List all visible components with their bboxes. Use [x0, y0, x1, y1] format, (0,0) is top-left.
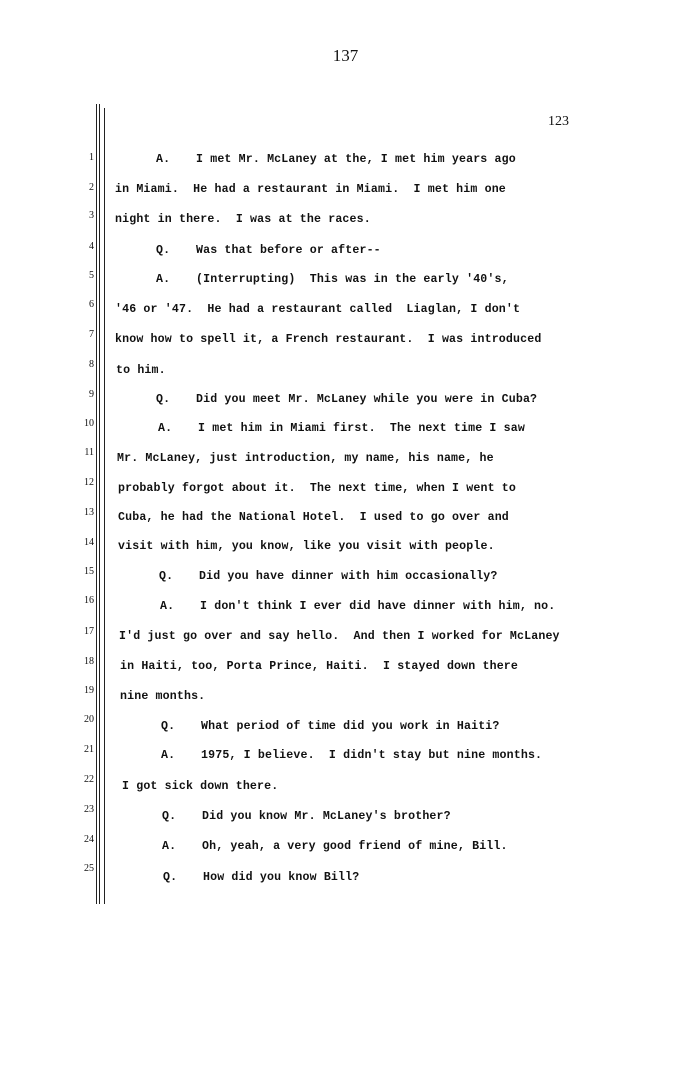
- line-number: 8: [89, 359, 94, 370]
- testimony-line: [161, 749, 542, 762]
- testimony-line: [163, 871, 359, 884]
- line-text: I met him in Miami first. The next time I saw: [198, 422, 525, 435]
- line-number: 7: [89, 329, 94, 340]
- testimony-line: [159, 570, 498, 583]
- line-number: 9: [89, 389, 94, 400]
- testimony-line: [162, 840, 508, 853]
- line-number: 13: [84, 507, 94, 518]
- testimony-line: [118, 511, 509, 524]
- line-number: 14: [84, 537, 94, 548]
- margin-rule: [104, 108, 105, 904]
- line-text: Did you meet Mr. McLaney while you were in Cuba?: [196, 393, 538, 406]
- line-text: in Haiti, too, Porta Prince, Haiti. I stayed down there: [120, 660, 519, 673]
- line-text: know how to spell it, a French restaurant. I was introduced: [115, 333, 542, 346]
- speaker-label: A.: [158, 422, 173, 435]
- testimony-line: [115, 333, 541, 346]
- line-text: I'd just go over and say hello. And then I worked for McLaney: [119, 630, 560, 643]
- line-text: 1975, I believe. I didn't stay but nine months.: [201, 749, 543, 762]
- line-text: I got sick down there.: [122, 780, 279, 793]
- speaker-label: Q.: [156, 244, 171, 257]
- line-number: 15: [84, 566, 94, 577]
- line-number: 23: [84, 804, 94, 815]
- testimony-line: [115, 303, 520, 316]
- line-text: (Interrupting) This was in the early '40's,: [196, 273, 509, 286]
- speaker-label: A.: [162, 840, 177, 853]
- line-text: I met Mr. McLaney at the, I met him years ago: [196, 153, 516, 166]
- line-text: in Miami. He had a restaurant in Miami. I met him one: [115, 183, 506, 196]
- line-number: 1: [89, 152, 94, 163]
- line-text: What period of time did you work in Haiti?: [201, 720, 500, 733]
- line-text: Oh, yeah, a very good friend of mine, Bill.: [202, 840, 508, 853]
- testimony-line: [119, 630, 560, 643]
- line-number: 5: [89, 270, 94, 281]
- line-number: 19: [84, 685, 94, 696]
- speaker-label: A.: [156, 273, 171, 286]
- speaker-label: A.: [161, 749, 176, 762]
- line-number: 12: [84, 477, 94, 488]
- testimony-line: [120, 660, 518, 673]
- testimony-line: [116, 364, 166, 377]
- line-number: 16: [84, 595, 94, 606]
- testimony-line: [115, 213, 371, 226]
- line-number: 6: [89, 299, 94, 310]
- line-number: 20: [84, 714, 94, 725]
- line-text: Cuba, he had the National Hotel. I used to go over and: [118, 511, 509, 524]
- testimony-line: [156, 273, 509, 286]
- line-number: 21: [84, 744, 94, 755]
- line-text: probably forgot about it. The next time, when I went to: [118, 482, 517, 495]
- testimony-line: [115, 183, 506, 196]
- line-text: night in there. I was at the races.: [115, 213, 371, 226]
- line-number: 25: [84, 863, 94, 874]
- testimony-line: [117, 452, 494, 465]
- line-number-column: [0, 0, 100, 1081]
- line-number: 3: [89, 210, 94, 221]
- line-text: I don't think I ever did have dinner with him, no.: [200, 600, 556, 613]
- testimony-line: [161, 720, 500, 733]
- speaker-label: A.: [156, 153, 171, 166]
- line-text: Did you have dinner with him occasionally?: [199, 570, 498, 583]
- line-text: nine months.: [120, 690, 206, 703]
- line-number: 17: [84, 626, 94, 637]
- speaker-label: A.: [160, 600, 175, 613]
- testimony-line: [156, 244, 381, 257]
- speaker-label: Q.: [159, 570, 174, 583]
- line-text: Was that before or after--: [196, 244, 381, 257]
- line-text: Did you know Mr. McLaney's brother?: [202, 810, 451, 823]
- line-text: to him.: [116, 364, 166, 377]
- testimony-line: [118, 482, 516, 495]
- testimony-line: [156, 393, 537, 406]
- line-number: 18: [84, 656, 94, 667]
- speaker-label: Q.: [161, 720, 176, 733]
- testimony-line: [122, 780, 278, 793]
- line-text: '46 or '47. He had a restaurant called Liaglan, I don't: [115, 303, 521, 316]
- line-number: 4: [89, 241, 94, 252]
- speaker-label: Q.: [163, 871, 178, 884]
- line-number: 24: [84, 834, 94, 845]
- testimony-line: [156, 153, 516, 166]
- testimony-line: [160, 600, 555, 613]
- testimony-line: [120, 690, 205, 703]
- testimony-line: [158, 422, 525, 435]
- line-number: 10: [84, 418, 94, 429]
- line-text: Mr. McLaney, just introduction, my name, his name, he: [117, 452, 494, 465]
- line-number: 22: [84, 774, 94, 785]
- testimony-line: [118, 540, 495, 553]
- line-number: 2: [89, 182, 94, 193]
- line-text: visit with him, you know, like you visit with people.: [118, 540, 495, 553]
- line-text: How did you know Bill?: [203, 871, 360, 884]
- line-number: 11: [84, 447, 94, 458]
- speaker-label: Q.: [162, 810, 177, 823]
- transcript-page-number: 123: [548, 114, 569, 129]
- testimony-line: [162, 810, 451, 823]
- speaker-label: Q.: [156, 393, 171, 406]
- page-number: 137: [332, 46, 359, 65]
